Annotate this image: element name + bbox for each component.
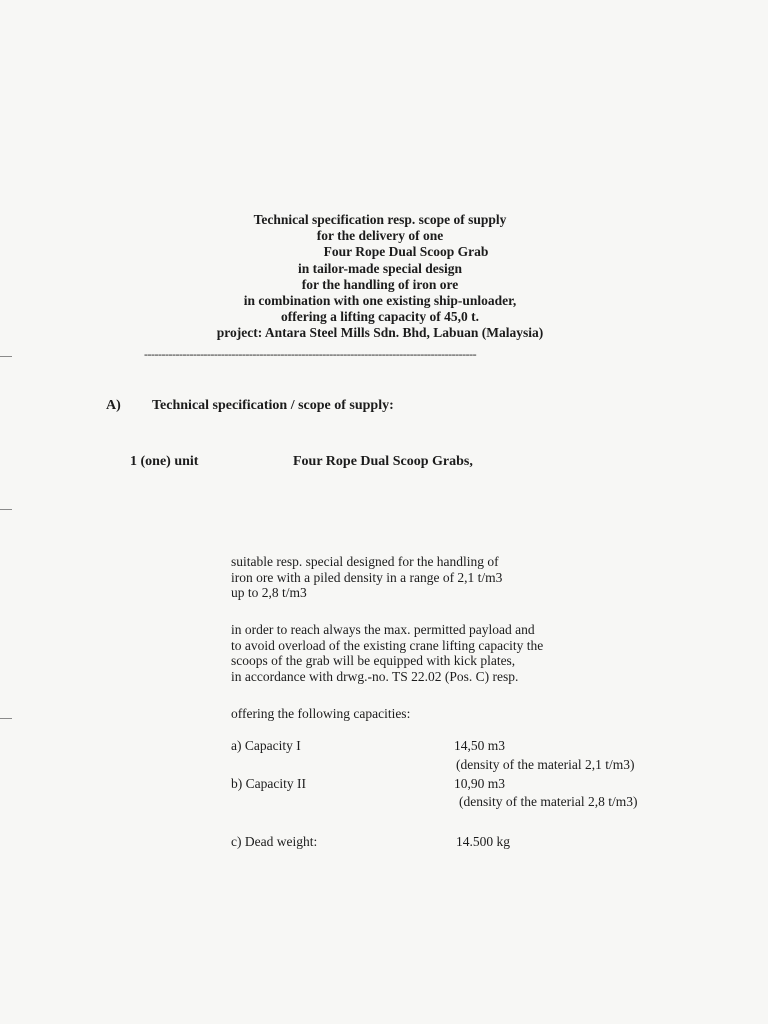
capacity-value: 14.500 kg — [456, 834, 510, 849]
section-heading: Technical specification / scope of supply: — [152, 398, 394, 413]
title-line: Technical specification resp. scope of supply — [253, 212, 507, 227]
paragraph-line: in accordance with drwg.-no. TS 22.02 (Pos. C) resp. — [231, 668, 519, 684]
title-line: for the delivery of one — [316, 228, 444, 244]
title-line: for the handling of iron ore — [301, 276, 459, 292]
margin-mark — [0, 356, 12, 357]
document-title — [140, 212, 620, 342]
margin-mark — [0, 509, 12, 510]
paragraph-line: suitable resp. special designed for the handling of — [231, 554, 499, 569]
capacity-value: 10,90 m3 — [454, 776, 506, 791]
paragraph-line: up to 2,8 t/m3 — [231, 585, 307, 601]
unit-quantity: 1 (one) unit — [130, 454, 199, 469]
margin-mark — [0, 718, 12, 719]
paragraph-line: scoops of the grab will be equipped with kick plates, — [231, 653, 516, 669]
paragraph-kick-plates — [231, 622, 543, 684]
paragraph-line: iron ore with a piled density in a range of 2,1 t/m3 — [231, 569, 503, 585]
paragraph-line: in order to reach always the max. permitted payload and — [231, 622, 535, 637]
capacity-label: c) Dead weight: — [231, 834, 318, 849]
title-line: Four Rope Dual Scoop Grab — [323, 244, 489, 260]
title-line: in combination with one existing ship-unloader, — [243, 293, 517, 309]
title-line: offering a lifting capacity of 45,0 t. — [281, 309, 479, 325]
capacity-label: a) Capacity I — [231, 738, 301, 753]
paragraph-suitability — [231, 554, 502, 601]
separator-line: ----------------------------------------------------------------------------------------------- — [144, 347, 477, 361]
capacities-intro: offering the following capacities: — [231, 706, 411, 721]
title-line: project: Antara Steel Mills Sdn. Bhd, Labuan (Malaysia) — [216, 325, 544, 341]
capacity-label: b) Capacity II — [231, 776, 306, 791]
capacity-value: 14,50 m3 — [454, 738, 506, 753]
unit-description: Four Rope Dual Scoop Grabs, — [293, 454, 473, 469]
section-label: A) — [106, 398, 121, 413]
capacity-note: (density of the material 2,1 t/m3) — [456, 757, 635, 772]
capacity-note: (density of the material 2,8 t/m3) — [459, 794, 638, 809]
paragraph-line: to avoid overload of the existing crane lifting capacity the — [231, 637, 544, 653]
title-line: in tailor-made special design — [297, 260, 463, 276]
